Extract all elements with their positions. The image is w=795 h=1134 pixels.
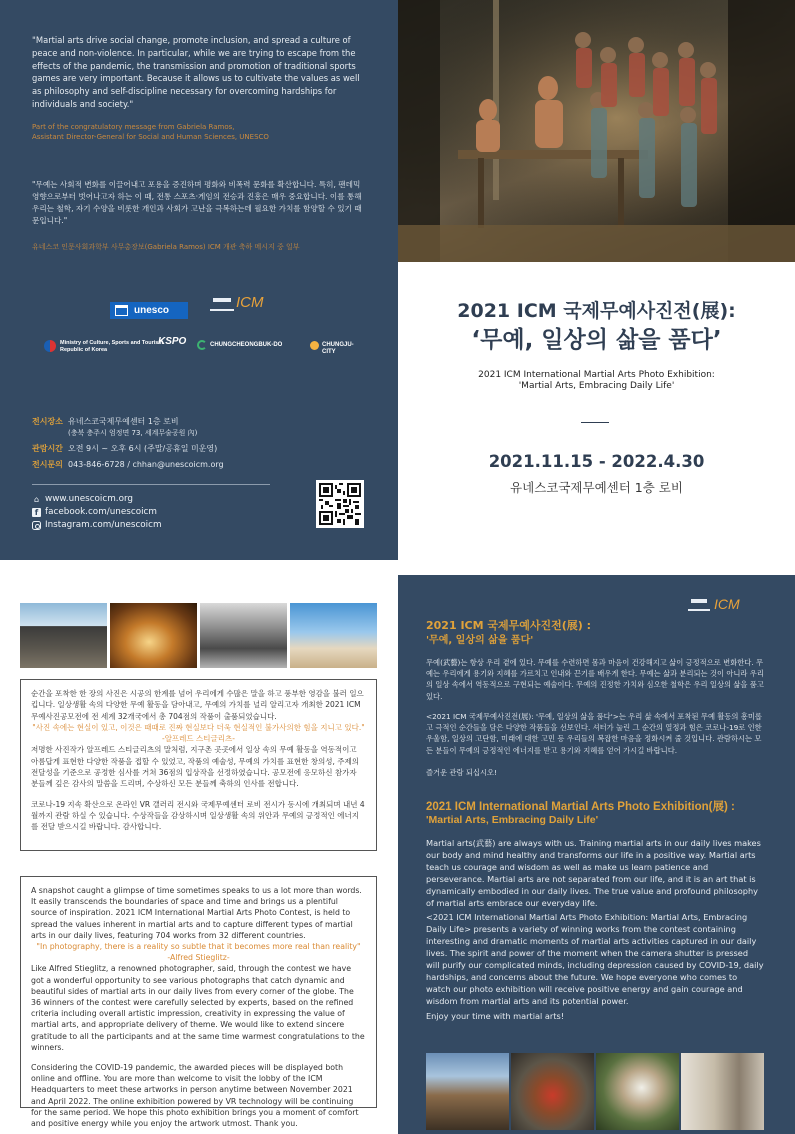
info-place-sub: (충북 충주시 엄정면 73, 세계무술공원 內) bbox=[68, 428, 198, 437]
quote-source-english bbox=[32, 122, 366, 143]
greeting-ko-quote: "사진 속에는 현실이 있고, 이것은 때때로 진짜 현실보다 더욱 현실적인 불가사의한 힘을 지니고 있다." bbox=[32, 722, 365, 732]
section-heading-korean: 2021 ICM 국제무예사진전(展) : bbox=[426, 619, 592, 632]
title-english-line-2: 'Martial Arts, Embracing Daily Life' bbox=[518, 381, 675, 391]
quote-source-line-2: Assistant Director-General for Social and Human Sciences, UNESCO bbox=[32, 133, 269, 142]
section-heading-english: 2021 ICM International Martial Arts Photo Exhibition(展) : bbox=[426, 801, 735, 813]
icm-logo-text: ICM bbox=[714, 596, 740, 612]
photo-thumbnail bbox=[426, 1053, 509, 1130]
cover-back-panel bbox=[0, 0, 398, 560]
info-place-value bbox=[68, 416, 197, 439]
social-links bbox=[32, 493, 162, 532]
photo-thumbnail bbox=[681, 1053, 764, 1130]
info-place-main: 유네스코국제무예센터 1층 로비 bbox=[68, 417, 179, 426]
title-korean-line-1: 2021 ICM 국제무예사진전(展): bbox=[457, 300, 736, 322]
greeting-english bbox=[20, 876, 377, 1129]
title-korean-line-2: ‘무예, 일상의 삶을 품다’ bbox=[471, 327, 722, 353]
exhibition-info bbox=[32, 416, 224, 474]
instagram-icon bbox=[32, 521, 41, 530]
info-place-label: 전시장소 bbox=[32, 417, 63, 426]
intro-ko-paragraph-1: 무예(武藝)는 항상 우리 곁에 있다. 무예를 수련하면 몸과 마음이 건강해지고 삶이 긍정적으로 변화한다. 무예는 우리에게 용기와 지혜를 가르치고 인내와 끈기를 배우게 한다. 무예는 삶과 분리되는 것이 아니라 우리의 일상 속에서 역동적으로 구현되는 예술이다. 무예의 진정한 가치와 심오한 철학은 우리 일상의 삶을 품고 있다. bbox=[426, 658, 764, 701]
greeting-korean bbox=[20, 679, 377, 851]
greeting-en-quote: "In photography, there is a reality so subtle that it becomes more real than reality" bbox=[36, 942, 361, 952]
info-place bbox=[32, 416, 224, 439]
greeting-en-paragraph-1: A snapshot caught a glimpse of time sometimes speaks to us a lot more than words. It easily transcends the boundaries of space and time and brings us a plentiful source of inspiration. 2021 ICM International Martial Arts Photo Contest, is held to spread the values inherent in martial arts and to capture different types of martial arts in our daily lives, featuring 704 works from 32 different countries. bbox=[31, 886, 362, 940]
temple-icon bbox=[688, 599, 710, 611]
cover-front-panel bbox=[398, 0, 795, 560]
photo-thumbnail bbox=[511, 1053, 594, 1130]
icm-logo bbox=[688, 597, 772, 629]
inside-left-panel bbox=[0, 575, 398, 1134]
photo-thumbnail bbox=[290, 603, 377, 668]
section-subheading-english: 'Martial Arts, Embracing Daily Life' bbox=[426, 814, 599, 826]
intro-ko-paragraph-2: <2021 ICM 국제무예사진전(展): '무예, 일상의 삶을 품다'>는 우리 삶 속에서 포착된 무예 활동의 흥미롭고 극적인 순간들을 담은 다양한 작품들을 선보인다. 셔터가 눌린 그 순간의 열정과 힘은 코로나-19로 인한 우울함, 일상의 고단함, 미래에 대한 고민 등 우리들의 복잡한 마음을 정화시켜 줄 것입니다. 관람하시는 모든 분들이 무예의 긍정적인 에너지를 받고 용기와 지혜를 얻어 가시길 바랍니다. bbox=[426, 712, 762, 755]
kspo-logo: KSPO bbox=[158, 336, 187, 347]
link-instagram-text[interactable]: Instagram.com/unescoicm bbox=[45, 520, 162, 530]
greeting-en-quote-author: -Alfred Stieglitz- bbox=[167, 953, 230, 963]
greeting-en-paragraph-3: Considering the COVID-19 pandemic, the awarded pieces will be displayed both online and offline. You are more than welcome to visit the lobby of the ICM Headquarters to meet these artworks in person anytime between November 2021 and April 2022. The online exhibition powered by VR technology will be continuing for the same period. We hope this photo exhibition brings you a moment of comfort and positive energy while you enjoy the artwork utmost. Thank you. bbox=[31, 1063, 359, 1129]
temple-icon bbox=[210, 298, 234, 311]
mcst-logo bbox=[60, 340, 163, 353]
intro-en-paragraph-1: Martial arts(武藝) are always with us. Training martial arts in our daily lives makes our body and mind healthy and transforms our life in a positive way. Martial arts teach us courage and wisdom as well as make us learn patience and perseverance. Martial arts are not separated from our life, and it is an art that is dynamically embodied in our daily lives. The true value and profound philosophy of martial arts embrace our everyday life. bbox=[426, 838, 761, 908]
exhibition-venue: 유네스코국제무예센터 1층 로비 bbox=[510, 480, 683, 495]
quote-source-korean: 유네스코 인문사회과학부 사무총장보(Gabriela Ramos) ICM 개관 축하 메시지 중 일부 bbox=[32, 242, 300, 251]
photo-thumbnail bbox=[200, 603, 287, 668]
quote-korean: "무예는 사회적 변화를 이끌어내고 포용을 증진하며 평화와 비폭력 문화를 확산합니다. 특히, 팬데믹 영향으로부터 벗어나고자 하는 이 때, 전통 스포츠·게임의 전승과 진흥은 매우 중요합니다. 이를 통해 우리는 철학, 자기 수양을 비롯한 개인과 사회가 고난을 극복하는데 필요한 가치를 함양할 수 있기 때문입니다." bbox=[32, 179, 362, 226]
chungbuk-icon bbox=[197, 340, 207, 350]
unesco-logo-text: unesco bbox=[134, 305, 170, 316]
mcst-logo-text: Ministry of Culture, Sports and Tourism bbox=[60, 340, 164, 346]
cover-photo bbox=[398, 0, 795, 262]
facebook-icon: f bbox=[32, 508, 41, 517]
photo-thumbnail bbox=[110, 603, 197, 668]
info-contact-label: 전시문의 bbox=[32, 459, 63, 469]
photo-strip-bottom bbox=[426, 1053, 764, 1130]
divider bbox=[32, 484, 270, 485]
link-instagram[interactable] bbox=[32, 519, 162, 532]
home-icon: ⌂ bbox=[33, 495, 40, 504]
greeting-ko-quote-author: -알프레드 스티글리츠- bbox=[161, 734, 235, 744]
info-hours-label: 관람시간 bbox=[32, 444, 63, 453]
photo-thumbnail bbox=[20, 603, 107, 668]
temple-icon bbox=[115, 305, 128, 316]
intro-ko-paragraph-3: 즐거운 관람 되십시오! bbox=[426, 768, 498, 777]
inside-right-panel bbox=[398, 575, 795, 1134]
title-english-line-1: 2021 ICM International Martial Arts Photo Exhibition: bbox=[478, 370, 715, 380]
link-facebook-text[interactable]: facebook.com/unescoicm bbox=[45, 507, 157, 517]
quote-english: "Martial arts drive social change, promote inclusion, and spread a culture of peace and non-violence. In particular, while we are trying to escape from the effects of the pandemic, the transmission and promotion of traditional sports games are very important. Because it allows us to cultivate the values as well as philosophy and self-discipline necessary for overcoming hardships for individuals and society." bbox=[32, 35, 360, 109]
greeting-en-paragraph-2: Like Alfred Stieglitz, a renowned photographer, said, through the contest we have got a wonderful opportunity to see various photographs that catch dynamic and beautiful sides of martial arts in our daily lives from every corner of the globe. The 36 winners of the contest were carefully selected by experts, based on the refined criteria including overall artistic impression, creativity in expressing the value of martial arts, and appropriate delivery of theme. We would like to extend sincere gratitude to all the participants and at the same time warmest congratulations to the winners. bbox=[31, 964, 365, 1052]
mcst-logo-sub: Republic of Korea bbox=[60, 346, 108, 353]
info-hours-value: 오전 9시 ~ 오후 6시 (주말/공휴일 미운영) bbox=[68, 444, 218, 453]
icm-logo bbox=[210, 296, 294, 326]
unesco-logo bbox=[110, 302, 188, 319]
divider bbox=[581, 422, 609, 423]
exhibition-dates: 2021.11.15 - 2022.4.30 bbox=[488, 452, 705, 471]
greeting-ko-paragraph-1: 순간을 포착한 한 장의 사진은 시공의 한계를 넘어 우리에게 수많은 말을 하고 풍부한 영감을 불러 일으킵니다. 일상생활 속의 다양한 무예 활동을 담아내고, 무예의 가치를 널리 알리고자 개최한 2021 ICM 무예사진공모전에 전 세계 32개국에서 총 704점의 작품이 출품되었습니다. bbox=[31, 689, 364, 721]
greeting-ko-paragraph-3: 코로나-19 지속 확산으로 온라인 VR 갤러리 전시와 국제무예센터 로비 전시가 동시에 개최되며 내년 4월까지 관람 하실 수 있습니다. 수상작들을 감상하시며 일상생활 속의 위안과 무예의 긍정적인 에너지를 전달 받으시길 바랍니다. 감사합니다. bbox=[31, 799, 365, 832]
greeting-ko-paragraph-2: 저명한 사진작가 알프레드 스티글리츠의 말처럼, 지구촌 곳곳에서 일상 속의 무예 활동을 역동적이고 아름답게 표현한 다양한 작품을 접할 수 있었고, 작품의 예술성, 무예의 가치를 표현한 창의성, 주제의 전달성을 기준으로 공정한 심사를 거쳐 36점의 입상작을 선정하였습니다. 공모전에 응모하신 참가자 분들께 깊은 감사의 말씀을 드리며, 수상하신 모든 분들께 축하의 인사를 전합니다. bbox=[31, 745, 359, 789]
qr-code-graphic bbox=[319, 483, 361, 525]
intro-en-paragraph-3: Enjoy your time with martial arts! bbox=[426, 1011, 565, 1021]
section-subheading-korean: '무예, 일상의 삶을 품다' bbox=[426, 635, 534, 646]
quote-source-line-1: Part of the congratulatory message from Gabriela Ramos, bbox=[32, 122, 235, 131]
info-contact-value[interactable]: 043-846-6728 / chhan@unescoicm.org bbox=[68, 459, 224, 469]
qr-code[interactable] bbox=[316, 480, 364, 528]
info-contact bbox=[32, 459, 224, 471]
icm-logo-text: ICM bbox=[236, 294, 264, 311]
photo-strip-top bbox=[20, 603, 377, 668]
link-facebook[interactable] bbox=[32, 506, 162, 519]
link-website[interactable] bbox=[32, 493, 162, 506]
chungju-icon bbox=[310, 341, 319, 350]
photo-thumbnail bbox=[596, 1053, 679, 1130]
intro-en-paragraph-2: <2021 ICM International Martial Arts Photo Exhibition: Martial Arts, Embracing Daily Life> presents a variety of winning works from the contest containing interesting and dramatic moments of martial arts activities captured in our daily lives. The spirit and power of the moment when the camera shutter is pressed will purify our complicated minds, including depression caused by COVID-19, daily hardships, and concerns about the future. We hope everyone who comes to watch our photo exhibition will receive positive energy and gain courage and wisdom from martial arts and its potential power. bbox=[426, 912, 764, 1006]
chungju-logo: CHUNGJU-CITY bbox=[322, 342, 354, 355]
cover-photo-graphic bbox=[398, 0, 795, 262]
link-website-text[interactable]: www.unescoicm.org bbox=[45, 494, 134, 504]
chungbuk-logo: CHUNGCHEONGBUK-DO bbox=[210, 342, 283, 348]
info-hours bbox=[32, 443, 224, 455]
logo-row-primary bbox=[110, 296, 310, 326]
logo-row-sponsors bbox=[44, 338, 364, 358]
taegeuk-icon bbox=[44, 340, 56, 352]
